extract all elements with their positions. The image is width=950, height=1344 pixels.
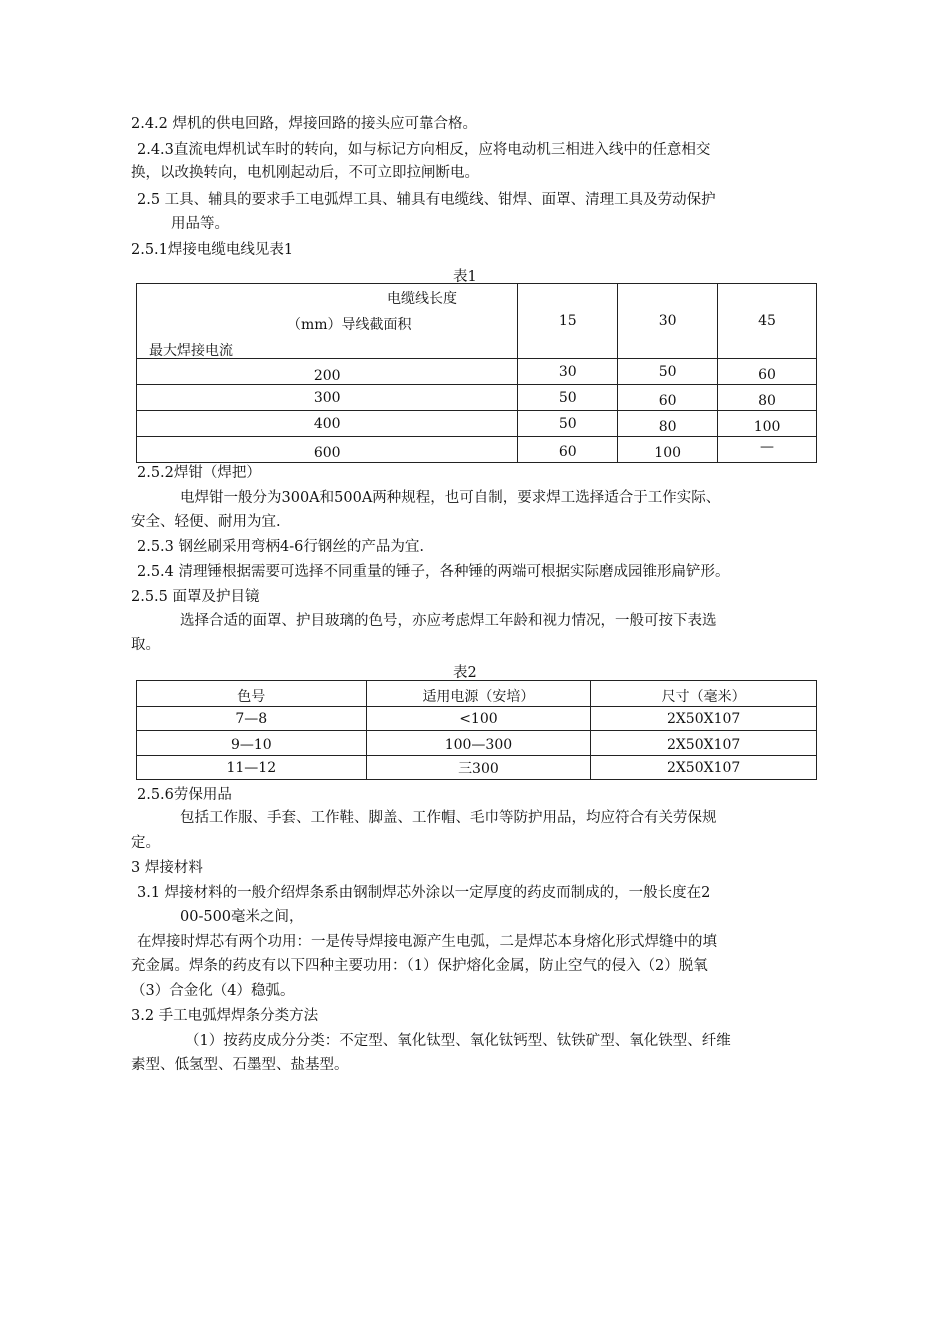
table2-header: 色号 <box>137 681 367 707</box>
para-2-5-6: 2.5.6劳保用品 <box>137 787 232 803</box>
table1-cell: — <box>718 437 817 463</box>
table-row <box>137 756 817 780</box>
para-2-5-4: 2.5.4 清理锤根据需要可选择不同重量的锤子，各种锤的两端可根据实际磨成园锥形扁铲形。 <box>137 564 730 580</box>
para-2-5-6-line2: 定。 <box>131 835 160 851</box>
table1-cell: 50 <box>518 385 618 411</box>
table1-cell: 80 <box>618 411 718 437</box>
para-2-5-5-line2: 取。 <box>131 637 160 653</box>
table-row <box>137 681 817 707</box>
para-2-5-2: 2.5.2焊钳（焊把） <box>137 465 261 481</box>
table1-cell: 50 <box>518 411 618 437</box>
table2-header: 适用电源（安培） <box>366 681 591 707</box>
para-3-1-line2: 00-500毫米之间， <box>180 909 304 925</box>
table1-header-diagonal-cell <box>137 284 518 359</box>
table2-cell: 2X50X107 <box>591 756 817 780</box>
table1-cell: 300 <box>137 385 518 411</box>
para-3-2: 3.2 手工电弧焊焊条分类方法 <box>131 1008 319 1024</box>
para-2-4-2: 2.4.2 焊机的供电回路，焊接回路的接头应可靠合格。 <box>131 116 478 132</box>
para-2-5-1: 2.5.1焊接电缆电线见表1 <box>131 242 294 258</box>
para-2-4-3-line1: 2.4.3直流电焊机试车时的转向，如与标记方向相反，应将电动机三相进入线中的任意相交 <box>137 142 711 158</box>
para-2-5-3: 2.5.3 钢丝刷采用弯柄4-6行钢丝的产品为宜. <box>137 539 424 555</box>
table-row <box>137 411 817 437</box>
table-row <box>137 707 817 731</box>
header-max-current: 最大焊接电流 <box>149 343 233 359</box>
para-2-5-5: 2.5.5 面罩及护目镜 <box>131 589 260 605</box>
table2-cell: 11—12 <box>137 756 367 780</box>
para-3-1-line3: 在焊接时焊芯有两个功用：一是传导焊接电源产生电弧，二是焊芯本身熔化形式焊缝中的填 <box>137 934 717 950</box>
table1-cell: 60 <box>718 359 817 385</box>
table2-cell: 2X50X107 <box>591 707 817 731</box>
table1-cell: 600 <box>137 437 518 463</box>
table1-col-header: 30 <box>618 284 718 359</box>
table1-cell: 50 <box>618 359 718 385</box>
para-2-5-6-line1: 包括工作服、手套、工作鞋、脚盖、工作帽、毛巾等防护用品，均应符合有关劳保规 <box>180 810 717 826</box>
table1-cell: 80 <box>718 385 817 411</box>
table1-cell: 100 <box>618 437 718 463</box>
table1-cell: 60 <box>618 385 718 411</box>
table1-cell: 200 <box>137 359 518 385</box>
header-cross-section: （mm）导线截面积 <box>287 317 412 333</box>
table2-caption: 表2 <box>453 665 477 681</box>
para-2-5-5-line1: 选择合适的面罩、护目玻璃的色号，亦应考虑焊工年龄和视力情况，一般可按下表选 <box>180 613 717 629</box>
table2-cell: 100—300 <box>366 731 591 756</box>
para-2-5-line2: 用品等。 <box>171 216 229 232</box>
table2-cell: <100 <box>366 707 591 731</box>
cable-table <box>136 283 817 463</box>
table1-cell: 100 <box>718 411 817 437</box>
para-3-2-line1: （1）按药皮成分分类：不定型、氧化钛型、氧化钛钙型、钛铁矿型、氧化铁型、纤维 <box>185 1033 731 1049</box>
para-3-2-line2: 素型、低氢型、石墨型、盐基型。 <box>131 1057 349 1073</box>
table-row <box>137 437 817 463</box>
table2-header: 尺寸（毫米） <box>591 681 817 707</box>
para-2-5-2-line1: 电焊钳一般分为300A和500A两种规程，也可自制，要求焊工选择适合于工作实际、 <box>180 490 721 506</box>
table2-cell: 三300 <box>366 756 591 780</box>
header-cable-length: 电缆线长度 <box>387 291 457 307</box>
section-3-heading: 3 焊接材料 <box>131 860 203 876</box>
table2-cell: 2X50X107 <box>591 731 817 756</box>
para-3-1-line4: 充金属。焊条的药皮有以下四种主要功用：（1）保护熔化金属，防止空气的侵入（2）脱氧 <box>131 958 708 974</box>
table2-cell: 7—8 <box>137 707 367 731</box>
para-2-5-2-line2: 安全、轻便、耐用为宜. <box>131 514 281 530</box>
table2-cell: 9—10 <box>137 731 367 756</box>
lens-table <box>136 680 817 780</box>
table1-col-header: 15 <box>518 284 618 359</box>
table-row <box>137 359 817 385</box>
table-row <box>137 385 817 411</box>
table1-caption: 表1 <box>453 269 477 285</box>
table1-cell: 60 <box>518 437 618 463</box>
table1-cell: 30 <box>518 359 618 385</box>
table1-cell: 400 <box>137 411 518 437</box>
para-2-4-3-line2: 换，以改换转向，电机刚起动后，不可立即拉闸断电。 <box>131 165 479 181</box>
para-3-1-line5: （3）合金化（4）稳弧。 <box>131 983 295 999</box>
para-2-5-line1: 2.5 工具、辅具的要求手工电弧焊工具、辅具有电缆线、钳焊、面罩、清理工具及劳动保护 <box>137 192 716 208</box>
table1-col-header: 45 <box>718 284 817 359</box>
table-row <box>137 731 817 756</box>
para-3-1-line1: 3.1 焊接材料的一般介绍焊条系由钢制焊芯外涂以一定厚度的药皮而制成的，一般长度在2 <box>137 885 711 901</box>
